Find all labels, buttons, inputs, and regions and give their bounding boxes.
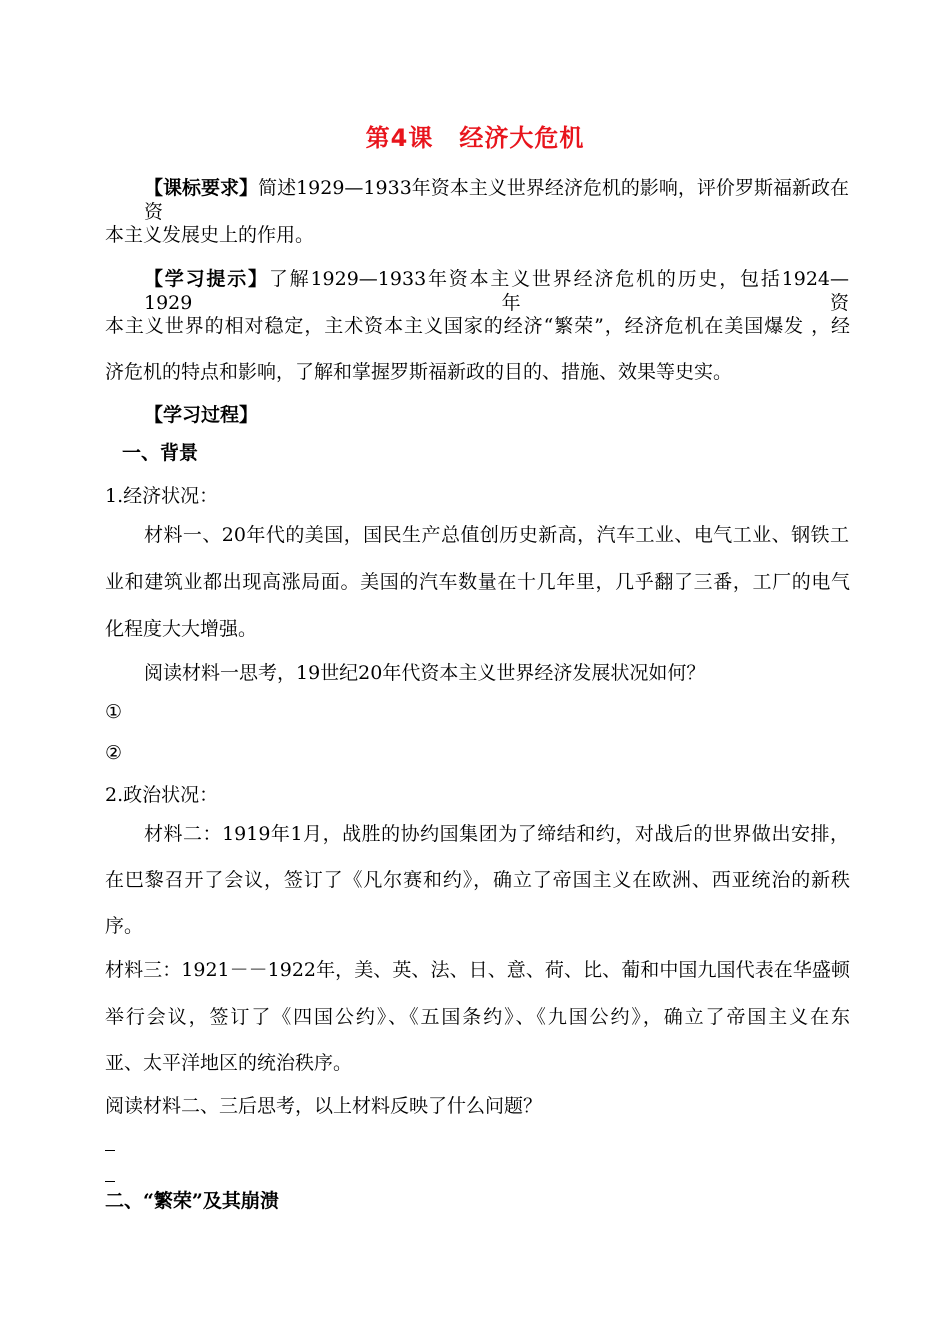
hint-label: 【学习提示】 (144, 268, 269, 290)
answer-blank-line (105, 1150, 115, 1151)
lesson-name: 经济大危机 (459, 124, 585, 152)
material3-line1: 材料三：1921－－1922年，美、英、法、日、意、荷、比、葡和中国九国代表在华盛顿 (105, 959, 850, 981)
material3-line3: 亚、太平洋地区的统治秩序。 (105, 1052, 353, 1074)
hint-paragraph-line3: 济危机的特点和影响，了解和掌握罗斯福新政的目的、措施、效果等史实。 (105, 361, 733, 383)
material2-line2: 在巴黎召开了会议，签订了《凡尔赛和约》，确立了帝国主义在欧洲、西亚统治的新秩 (105, 869, 850, 891)
hint-paragraph-line1: 【学习提示】了解1929—1933年资本主义世界经济危机的历史，包括1924—1929年资 (144, 268, 849, 314)
question1: 阅读材料一思考，19世纪20年代资本主义世界经济发展状况如何？ (144, 662, 706, 684)
material1-line2: 业和建筑业都出现高涨局面。美国的汽车数量在十几年里，几乎翻了三番，工厂的电气 (105, 571, 850, 593)
material1-line3: 化程度大大增强。 (105, 618, 258, 640)
process-heading: 【学习过程】 (144, 404, 259, 426)
lesson-number: 第4课 (365, 124, 434, 152)
answer1-marker: ① (105, 701, 123, 723)
question2: 阅读材料二、三后思考，以上材料反映了什么问题？ (105, 1095, 543, 1117)
material2-line3: 序。 (105, 915, 144, 937)
section2-heading: 二、“繁荣”及其崩溃 (105, 1190, 279, 1212)
page-title (0, 118, 950, 153)
material1-line1: 材料一、20年代的美国，国民生产总值创历史新高，汽车工业、电气工业、钢铁工 (144, 524, 849, 546)
standard-paragraph-line1: 【课标要求】简述1929—1933年资本主义世界经济危机的影响，评价罗斯福新政在资 (144, 177, 849, 223)
material2-line1: 材料二：1919年1月，战胜的协约国集团为了缔结和约，对战后的世界做出安排， (144, 823, 849, 845)
standard-label: 【课标要求】 (144, 177, 259, 199)
answer-blank-line (105, 1181, 115, 1182)
standard-paragraph-line2: 本主义发展史上的作用。 (105, 224, 315, 246)
hint-paragraph-line2: 本主义世界的相对稳定，主术资本主义国家的经济“繁荣”，经济危机在美国爆发 ，经 (105, 315, 850, 337)
answer2-marker: ② (105, 742, 123, 764)
material3-line2: 举行会议，签订了《四国公约》、《五国条约》、《九国公约》，确立了帝国主义在东 (105, 1006, 850, 1028)
item2-label: 2.政治状况： (105, 784, 219, 806)
section1-heading: 一、背景 (122, 442, 199, 464)
item1-label: 1.经济状况： (105, 485, 219, 507)
